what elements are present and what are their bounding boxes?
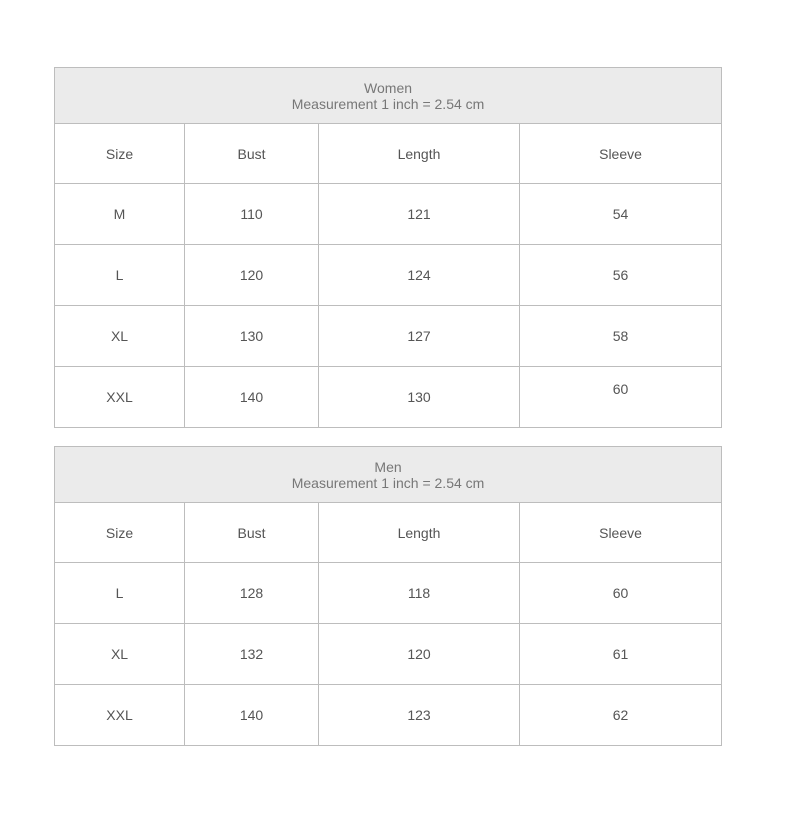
table-title: Women [364,79,413,96]
table-caption-row [55,68,722,124]
cell-sleeve: 58 [520,306,722,367]
cell-sleeve: 60 [520,563,722,624]
column-header-length: Length [319,503,520,563]
cell-length: 130 [319,367,520,428]
cell-bust: 140 [185,367,319,428]
cell-bust: 120 [185,245,319,306]
table-subtitle: Measurement 1 inch = 2.54 cm [291,95,485,112]
table-caption [55,447,722,503]
cell-sleeve [520,367,722,428]
women-size-table [54,67,722,428]
column-header-bust: Bust [185,124,319,184]
cell-size: XL [55,624,185,685]
table-row [55,563,722,624]
column-header-size: Size [55,503,185,563]
cell-size: M [55,184,185,245]
cell-size: XXL [55,685,185,746]
cell-bust: 130 [185,306,319,367]
cell-length: 118 [319,563,520,624]
column-header-length: Length [319,124,520,184]
cell-length: 127 [319,306,520,367]
table-row [55,245,722,306]
cell-size: L [55,563,185,624]
table-caption-row [55,447,722,503]
table-header-row [55,503,722,563]
table-row [55,306,722,367]
table-row [55,367,722,428]
column-header-sleeve: Sleeve [520,503,722,563]
table-row [55,184,722,245]
cell-length: 124 [319,245,520,306]
cell-size: L [55,245,185,306]
cell-size: XL [55,306,185,367]
men-size-table [54,446,722,746]
cell-bust: 140 [185,685,319,746]
table-row [55,685,722,746]
table-subtitle: Measurement 1 inch = 2.54 cm [291,474,485,491]
cell-sleeve-value: 60 [612,381,629,397]
table-header-row [55,124,722,184]
cell-sleeve: 54 [520,184,722,245]
table-row [55,624,722,685]
cell-bust: 110 [185,184,319,245]
cell-length: 123 [319,685,520,746]
column-header-sleeve: Sleeve [520,124,722,184]
table-title: Men [374,458,402,475]
column-header-bust: Bust [185,503,319,563]
cell-length: 121 [319,184,520,245]
cell-length: 120 [319,624,520,685]
cell-size: XXL [55,367,185,428]
cell-bust: 128 [185,563,319,624]
cell-sleeve: 61 [520,624,722,685]
table-caption [55,68,722,124]
cell-bust: 132 [185,624,319,685]
cell-sleeve: 62 [520,685,722,746]
cell-sleeve: 56 [520,245,722,306]
column-header-size: Size [55,124,185,184]
